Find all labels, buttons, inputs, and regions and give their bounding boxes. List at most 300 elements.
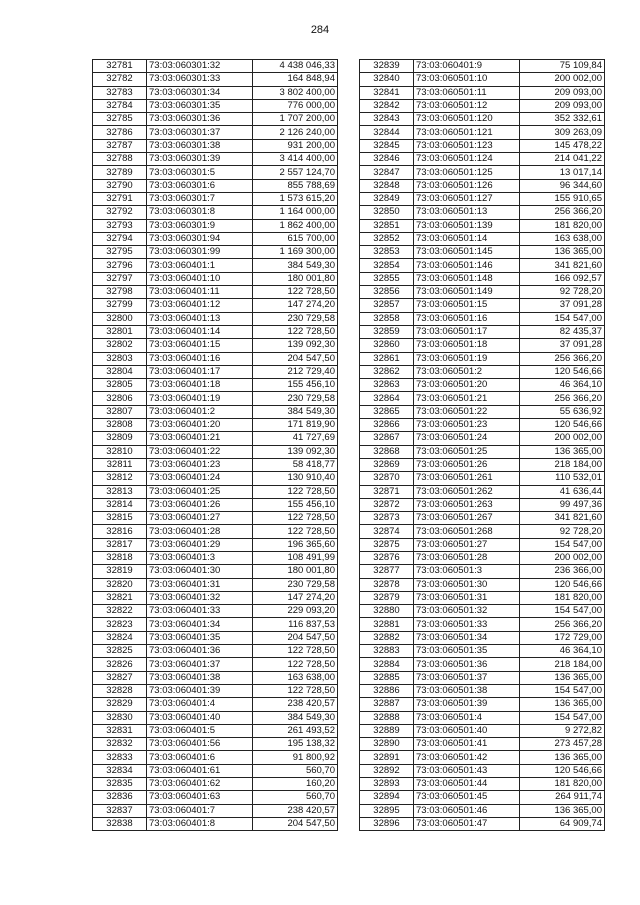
table-row bbox=[360, 153, 605, 166]
table-row bbox=[360, 578, 605, 591]
table-row bbox=[360, 817, 605, 830]
cadastral-value: 384 549,30 bbox=[253, 711, 338, 724]
cadastral-number: 73:03:060401:13 bbox=[147, 312, 253, 325]
table-row bbox=[360, 325, 605, 338]
cadastral-value: 196 365,60 bbox=[253, 538, 338, 551]
cadastral-value: 122 728,50 bbox=[253, 485, 338, 498]
table-row bbox=[360, 405, 605, 418]
row-number: 32861 bbox=[360, 352, 414, 365]
table-row bbox=[93, 605, 338, 618]
cadastral-value: 3 414 400,00 bbox=[253, 153, 338, 166]
row-number: 32865 bbox=[360, 405, 414, 418]
cadastral-value: 180 001,80 bbox=[253, 272, 338, 285]
row-number: 32799 bbox=[93, 299, 147, 312]
table-row bbox=[93, 286, 338, 299]
cadastral-number: 73:03:060401:16 bbox=[147, 352, 253, 365]
table-row bbox=[93, 73, 338, 86]
row-number: 32846 bbox=[360, 153, 414, 166]
cadastral-number: 73:03:060501:28 bbox=[414, 551, 520, 564]
cadastral-value: 261 493,52 bbox=[253, 724, 338, 737]
cadastral-number: 73:03:060401:23 bbox=[147, 458, 253, 471]
cadastral-number: 73:03:060401:8 bbox=[147, 817, 253, 830]
table-row bbox=[93, 99, 338, 112]
cadastral-number: 73:03:060301:99 bbox=[147, 246, 253, 259]
table-row bbox=[360, 804, 605, 817]
row-number: 32781 bbox=[93, 60, 147, 73]
row-number: 32792 bbox=[93, 206, 147, 219]
table-row bbox=[93, 179, 338, 192]
cadastral-number: 73:03:060501:126 bbox=[414, 179, 520, 192]
cadastral-value: 238 420,57 bbox=[253, 698, 338, 711]
row-number: 32796 bbox=[93, 259, 147, 272]
cadastral-number: 73:03:060301:9 bbox=[147, 219, 253, 232]
cadastral-number: 73:03:060501:261 bbox=[414, 472, 520, 485]
cadastral-number: 73:03:060501:34 bbox=[414, 631, 520, 644]
table-row bbox=[360, 206, 605, 219]
table-row bbox=[93, 631, 338, 644]
cadastral-value: 64 909,74 bbox=[520, 817, 605, 830]
table-row bbox=[360, 419, 605, 432]
cadastral-value: 9 272,82 bbox=[520, 724, 605, 737]
table-row bbox=[93, 498, 338, 511]
cadastral-value: 155 456,10 bbox=[253, 379, 338, 392]
cadastral-number: 73:03:060401:29 bbox=[147, 538, 253, 551]
table-row bbox=[93, 259, 338, 272]
row-number: 32795 bbox=[93, 246, 147, 259]
table-row bbox=[360, 698, 605, 711]
cadastral-number: 73:03:060501:42 bbox=[414, 751, 520, 764]
table-row bbox=[360, 286, 605, 299]
row-number: 32784 bbox=[93, 99, 147, 112]
row-number: 32837 bbox=[93, 804, 147, 817]
cadastral-value: 615 700,00 bbox=[253, 232, 338, 245]
row-number: 32877 bbox=[360, 565, 414, 578]
cadastral-number: 73:03:060401:11 bbox=[147, 286, 253, 299]
cadastral-number: 73:03:060501:121 bbox=[414, 126, 520, 139]
cadastral-number: 73:03:060501:40 bbox=[414, 724, 520, 737]
cadastral-number: 73:03:060501:146 bbox=[414, 259, 520, 272]
cadastral-number: 73:03:060301:35 bbox=[147, 99, 253, 112]
row-number: 32857 bbox=[360, 299, 414, 312]
cadastral-value: 37 091,28 bbox=[520, 299, 605, 312]
cadastral-value: 13 017,14 bbox=[520, 166, 605, 179]
cadastral-number: 73:03:060401:30 bbox=[147, 565, 253, 578]
cadastral-number: 73:03:060401:19 bbox=[147, 392, 253, 405]
row-number: 32783 bbox=[93, 86, 147, 99]
row-number: 32794 bbox=[93, 232, 147, 245]
row-number: 32816 bbox=[93, 525, 147, 538]
cadastral-value: 166 092,57 bbox=[520, 272, 605, 285]
cadastral-value: 1 573 615,20 bbox=[253, 192, 338, 205]
row-number: 32803 bbox=[93, 352, 147, 365]
cadastral-number: 73:03:060501:47 bbox=[414, 817, 520, 830]
table-row bbox=[93, 764, 338, 777]
row-number: 32881 bbox=[360, 618, 414, 631]
table-row bbox=[360, 432, 605, 445]
table-row bbox=[360, 139, 605, 152]
cadastral-value: 229 093,20 bbox=[253, 605, 338, 618]
row-number: 32793 bbox=[93, 219, 147, 232]
cadastral-value: 163 638,00 bbox=[253, 671, 338, 684]
row-number: 32834 bbox=[93, 764, 147, 777]
cadastral-number: 73:03:060401:26 bbox=[147, 498, 253, 511]
table-row bbox=[360, 631, 605, 644]
table-row bbox=[360, 645, 605, 658]
table-row bbox=[360, 219, 605, 232]
table-row bbox=[93, 551, 338, 564]
cadastral-value: 256 366,20 bbox=[520, 618, 605, 631]
row-number: 32873 bbox=[360, 512, 414, 525]
cadastral-value: 147 274,20 bbox=[253, 591, 338, 604]
row-number: 32887 bbox=[360, 698, 414, 711]
cadastral-value: 264 911,74 bbox=[520, 791, 605, 804]
cadastral-value: 55 636,92 bbox=[520, 405, 605, 418]
row-number: 32785 bbox=[93, 113, 147, 126]
table-row bbox=[93, 485, 338, 498]
table-row bbox=[360, 259, 605, 272]
cadastral-value: 238 420,57 bbox=[253, 804, 338, 817]
cadastral-number: 73:03:060401:28 bbox=[147, 525, 253, 538]
cadastral-value: 154 547,00 bbox=[520, 312, 605, 325]
cadastral-value: 160,20 bbox=[253, 778, 338, 791]
table-row bbox=[360, 472, 605, 485]
cadastral-number: 73:03:060501:41 bbox=[414, 738, 520, 751]
cadastral-value: 154 547,00 bbox=[520, 538, 605, 551]
row-number: 32819 bbox=[93, 565, 147, 578]
cadastral-value: 204 547,50 bbox=[253, 631, 338, 644]
cadastral-number: 73:03:060301:32 bbox=[147, 60, 253, 73]
cadastral-value: 41 727,69 bbox=[253, 432, 338, 445]
cadastral-value: 136 365,00 bbox=[520, 671, 605, 684]
row-number: 32869 bbox=[360, 458, 414, 471]
row-number: 32880 bbox=[360, 605, 414, 618]
cadastral-number: 73:03:060401:10 bbox=[147, 272, 253, 285]
cadastral-value: 155 910,65 bbox=[520, 192, 605, 205]
table-row bbox=[93, 60, 338, 73]
cadastral-number: 73:03:060501:15 bbox=[414, 299, 520, 312]
table-row bbox=[360, 166, 605, 179]
cadastral-value: 163 638,00 bbox=[520, 232, 605, 245]
row-number: 32828 bbox=[93, 684, 147, 697]
cadastral-value: 776 000,00 bbox=[253, 99, 338, 112]
cadastral-number: 73:03:060501:10 bbox=[414, 73, 520, 86]
cadastral-value: 3 802 400,00 bbox=[253, 86, 338, 99]
table-row bbox=[93, 591, 338, 604]
cadastral-number: 73:03:060501:268 bbox=[414, 525, 520, 538]
cadastral-value: 855 788,69 bbox=[253, 179, 338, 192]
cadastral-value: 136 365,00 bbox=[520, 246, 605, 259]
cadastral-value: 136 365,00 bbox=[520, 445, 605, 458]
row-number: 32859 bbox=[360, 325, 414, 338]
cadastral-number: 73:03:060401:32 bbox=[147, 591, 253, 604]
table-row bbox=[360, 711, 605, 724]
table-row bbox=[360, 113, 605, 126]
row-number: 32822 bbox=[93, 605, 147, 618]
cadastral-number: 73:03:060401:2 bbox=[147, 405, 253, 418]
table-row bbox=[360, 192, 605, 205]
table-row bbox=[93, 405, 338, 418]
cadastral-value: 96 344,60 bbox=[520, 179, 605, 192]
cadastral-number: 73:03:060501:38 bbox=[414, 684, 520, 697]
row-number: 32852 bbox=[360, 232, 414, 245]
table-row bbox=[93, 246, 338, 259]
cadastral-number: 73:03:060501:43 bbox=[414, 764, 520, 777]
row-number: 32831 bbox=[93, 724, 147, 737]
row-number: 32855 bbox=[360, 272, 414, 285]
cadastral-value: 4 438 046,33 bbox=[253, 60, 338, 73]
cadastral-number: 73:03:060401:27 bbox=[147, 512, 253, 525]
cadastral-number: 73:03:060401:56 bbox=[147, 738, 253, 751]
cadastral-number: 73:03:060501:4 bbox=[414, 711, 520, 724]
row-number: 32790 bbox=[93, 179, 147, 192]
table-row bbox=[360, 179, 605, 192]
table-row bbox=[360, 658, 605, 671]
table-row bbox=[360, 392, 605, 405]
row-number: 32839 bbox=[360, 60, 414, 73]
row-number: 32825 bbox=[93, 645, 147, 658]
cadastral-value: 154 547,00 bbox=[520, 684, 605, 697]
row-number: 32808 bbox=[93, 419, 147, 432]
cadastral-value: 2 557 124,70 bbox=[253, 166, 338, 179]
row-number: 32847 bbox=[360, 166, 414, 179]
table-row bbox=[93, 538, 338, 551]
row-number: 32867 bbox=[360, 432, 414, 445]
cadastral-number: 73:03:060401:62 bbox=[147, 778, 253, 791]
table-row bbox=[93, 645, 338, 658]
cadastral-number: 73:03:060401:21 bbox=[147, 432, 253, 445]
table-row bbox=[360, 724, 605, 737]
page-number: 284 bbox=[310, 24, 330, 36]
cadastral-number: 73:03:060301:39 bbox=[147, 153, 253, 166]
cadastral-value: 256 366,20 bbox=[520, 206, 605, 219]
row-number: 32829 bbox=[93, 698, 147, 711]
cadastral-number: 73:03:060301:33 bbox=[147, 73, 253, 86]
cadastral-number: 73:03:060501:13 bbox=[414, 206, 520, 219]
row-number: 32874 bbox=[360, 525, 414, 538]
cadastral-number: 73:03:060301:8 bbox=[147, 206, 253, 219]
cadastral-number: 73:03:060401:18 bbox=[147, 379, 253, 392]
cadastral-value: 154 547,00 bbox=[520, 711, 605, 724]
cadastral-value: 209 093,00 bbox=[520, 99, 605, 112]
cadastral-value: 136 365,00 bbox=[520, 698, 605, 711]
cadastral-value: 37 091,28 bbox=[520, 339, 605, 352]
cadastral-value: 1 164 000,00 bbox=[253, 206, 338, 219]
table-row bbox=[360, 778, 605, 791]
cadastral-number: 73:03:060501:26 bbox=[414, 458, 520, 471]
cadastral-number: 73:03:060401:12 bbox=[147, 299, 253, 312]
cadastral-value: 230 729,58 bbox=[253, 392, 338, 405]
cadastral-number: 73:03:060501:23 bbox=[414, 419, 520, 432]
table-row bbox=[93, 126, 338, 139]
table-row bbox=[93, 684, 338, 697]
row-number: 32841 bbox=[360, 86, 414, 99]
row-number: 32843 bbox=[360, 113, 414, 126]
table-row bbox=[360, 246, 605, 259]
table-row bbox=[360, 352, 605, 365]
row-number: 32875 bbox=[360, 538, 414, 551]
row-number: 32860 bbox=[360, 339, 414, 352]
table-row bbox=[93, 219, 338, 232]
cadastral-number: 73:03:060501:21 bbox=[414, 392, 520, 405]
cadastral-number: 73:03:060401:24 bbox=[147, 472, 253, 485]
table-row bbox=[93, 379, 338, 392]
cadastral-number: 73:03:060501:33 bbox=[414, 618, 520, 631]
cadastral-value: 341 821,60 bbox=[520, 259, 605, 272]
cadastral-value: 180 001,80 bbox=[253, 565, 338, 578]
cadastral-value: 214 041,22 bbox=[520, 153, 605, 166]
cadastral-number: 73:03:060501:36 bbox=[414, 658, 520, 671]
cadastral-value: 384 549,30 bbox=[253, 405, 338, 418]
cadastral-number: 73:03:060501:45 bbox=[414, 791, 520, 804]
table-row bbox=[93, 512, 338, 525]
table-row bbox=[93, 139, 338, 152]
table-row bbox=[360, 525, 605, 538]
cadastral-number: 73:03:060401:34 bbox=[147, 618, 253, 631]
cadastral-number: 73:03:060501:39 bbox=[414, 698, 520, 711]
row-number: 32814 bbox=[93, 498, 147, 511]
cadastral-number: 73:03:060501:11 bbox=[414, 86, 520, 99]
cadastral-value: 200 002,00 bbox=[520, 73, 605, 86]
table-row bbox=[360, 605, 605, 618]
cadastral-value: 236 366,00 bbox=[520, 565, 605, 578]
cadastral-value: 209 093,00 bbox=[520, 86, 605, 99]
cadastral-value: 82 435,37 bbox=[520, 325, 605, 338]
cadastral-number: 73:03:060301:34 bbox=[147, 86, 253, 99]
cadastral-value: 110 532,01 bbox=[520, 472, 605, 485]
cadastral-number: 73:03:060501:25 bbox=[414, 445, 520, 458]
row-number: 32892 bbox=[360, 764, 414, 777]
table-row bbox=[93, 325, 338, 338]
row-number: 32851 bbox=[360, 219, 414, 232]
cadastral-number: 73:03:060501:17 bbox=[414, 325, 520, 338]
cadastral-number: 73:03:060501:2 bbox=[414, 365, 520, 378]
cadastral-value: 1 862 400,00 bbox=[253, 219, 338, 232]
cadastral-value: 212 729,40 bbox=[253, 365, 338, 378]
row-number: 32894 bbox=[360, 791, 414, 804]
row-number: 32883 bbox=[360, 645, 414, 658]
row-number: 32786 bbox=[93, 126, 147, 139]
row-number: 32885 bbox=[360, 671, 414, 684]
cadastral-number: 73:03:060501:24 bbox=[414, 432, 520, 445]
row-number: 32845 bbox=[360, 139, 414, 152]
table-row bbox=[93, 312, 338, 325]
row-number: 32833 bbox=[93, 751, 147, 764]
cadastral-value: 181 820,00 bbox=[520, 219, 605, 232]
table-row bbox=[93, 352, 338, 365]
row-number: 32862 bbox=[360, 365, 414, 378]
row-number: 32856 bbox=[360, 286, 414, 299]
table-row bbox=[93, 206, 338, 219]
row-number: 32788 bbox=[93, 153, 147, 166]
table-row bbox=[93, 817, 338, 830]
cadastral-number: 73:03:060301:36 bbox=[147, 113, 253, 126]
cadastral-value: 309 263,09 bbox=[520, 126, 605, 139]
cadastral-number: 73:03:060501:123 bbox=[414, 139, 520, 152]
table-row bbox=[360, 485, 605, 498]
cadastral-value: 136 365,00 bbox=[520, 804, 605, 817]
cadastral-number: 73:03:060401:4 bbox=[147, 698, 253, 711]
table-row bbox=[360, 684, 605, 697]
table-row bbox=[93, 724, 338, 737]
row-number: 32878 bbox=[360, 578, 414, 591]
cadastral-value: 130 910,40 bbox=[253, 472, 338, 485]
row-number: 32866 bbox=[360, 419, 414, 432]
cadastral-value: 931 200,00 bbox=[253, 139, 338, 152]
row-number: 32815 bbox=[93, 512, 147, 525]
cadastral-number: 73:03:060301:7 bbox=[147, 192, 253, 205]
row-number: 32807 bbox=[93, 405, 147, 418]
cadastral-value: 195 138,32 bbox=[253, 738, 338, 751]
row-number: 32872 bbox=[360, 498, 414, 511]
table-row bbox=[360, 618, 605, 631]
cadastral-number: 73:03:060501:27 bbox=[414, 538, 520, 551]
row-number: 32802 bbox=[93, 339, 147, 352]
cadastral-value: 200 002,00 bbox=[520, 551, 605, 564]
cadastral-value: 171 819,90 bbox=[253, 419, 338, 432]
row-number: 32827 bbox=[93, 671, 147, 684]
row-number: 32800 bbox=[93, 312, 147, 325]
row-number: 32806 bbox=[93, 392, 147, 405]
table-row bbox=[93, 711, 338, 724]
cadastral-number: 73:03:060401:33 bbox=[147, 605, 253, 618]
cadastral-value: 181 820,00 bbox=[520, 778, 605, 791]
cadastral-value: 122 728,50 bbox=[253, 286, 338, 299]
cadastral-number: 73:03:060301:37 bbox=[147, 126, 253, 139]
row-number: 32890 bbox=[360, 738, 414, 751]
table-row bbox=[93, 153, 338, 166]
cadastral-number: 73:03:060501:263 bbox=[414, 498, 520, 511]
table-row bbox=[93, 525, 338, 538]
cadastral-number: 73:03:060401:3 bbox=[147, 551, 253, 564]
cadastral-number: 73:03:060501:148 bbox=[414, 272, 520, 285]
cadastral-value: 230 729,58 bbox=[253, 578, 338, 591]
row-number: 32868 bbox=[360, 445, 414, 458]
cadastral-number: 73:03:060401:61 bbox=[147, 764, 253, 777]
cadastral-number: 73:03:060301:94 bbox=[147, 232, 253, 245]
cadastral-value: 139 092,30 bbox=[253, 445, 338, 458]
cadastral-number: 73:03:060401:35 bbox=[147, 631, 253, 644]
cadastral-number: 73:03:060501:120 bbox=[414, 113, 520, 126]
table-row bbox=[93, 565, 338, 578]
cadastral-number: 73:03:060401:31 bbox=[147, 578, 253, 591]
cadastral-table-left bbox=[92, 59, 338, 831]
table-row bbox=[93, 445, 338, 458]
table-row bbox=[360, 232, 605, 245]
table-row bbox=[360, 339, 605, 352]
table-row bbox=[93, 804, 338, 817]
row-number: 32801 bbox=[93, 325, 147, 338]
row-number: 32842 bbox=[360, 99, 414, 112]
row-number: 32824 bbox=[93, 631, 147, 644]
cadastral-value: 218 184,00 bbox=[520, 458, 605, 471]
cadastral-value: 155 456,10 bbox=[253, 498, 338, 511]
cadastral-number: 73:03:060501:19 bbox=[414, 352, 520, 365]
row-number: 32886 bbox=[360, 684, 414, 697]
cadastral-value: 46 364,10 bbox=[520, 379, 605, 392]
cadastral-value: 122 728,50 bbox=[253, 645, 338, 658]
table-row bbox=[360, 671, 605, 684]
row-number: 32810 bbox=[93, 445, 147, 458]
row-number: 32830 bbox=[93, 711, 147, 724]
cadastral-number: 73:03:060401:40 bbox=[147, 711, 253, 724]
table-row bbox=[93, 671, 338, 684]
row-number: 32791 bbox=[93, 192, 147, 205]
row-number: 32812 bbox=[93, 472, 147, 485]
cadastral-number: 73:03:060501:31 bbox=[414, 591, 520, 604]
row-number: 32821 bbox=[93, 591, 147, 604]
row-number: 32893 bbox=[360, 778, 414, 791]
row-number: 32789 bbox=[93, 166, 147, 179]
